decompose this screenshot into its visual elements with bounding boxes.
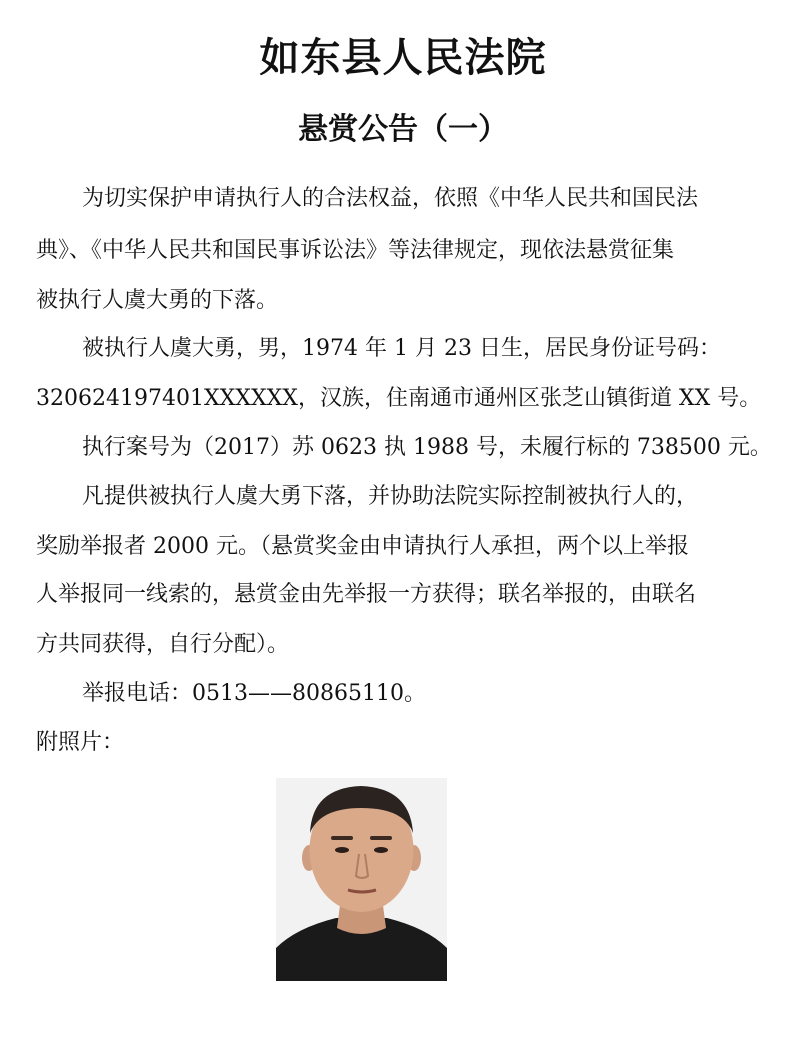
right-brow <box>370 836 392 840</box>
paragraph-4-line-2: 奖励举报者 2000 元。（悬赏奖金由申请执行人承担，两个以上举报 <box>36 534 689 559</box>
left-eye <box>335 847 349 853</box>
paragraph-2-line-2: 320624197401XXXXXX，汉族，住南通市通州区张芝山镇街道 XX 号。 <box>36 386 762 411</box>
notice-title: 悬赏公告（一） <box>298 112 508 147</box>
paragraph-4-line-4: 方共同获得，自行分配）。 <box>36 632 290 657</box>
left-brow <box>331 836 353 840</box>
subject-photo <box>276 778 447 981</box>
right-eye <box>374 847 388 853</box>
portrait-image <box>276 778 447 981</box>
paragraph-3-line-1: 执行案号为（2017）苏 0623 执 1988 号，未履行标的 738500 元。 <box>82 435 772 460</box>
paragraph-4-line-3: 人举报同一线索的，悬赏金由先举报一方获得；联名举报的，由联名 <box>36 582 697 607</box>
paragraph-4-line-1: 凡提供被执行人虞大勇下落，并协助法院实际控制被执行人的， <box>82 484 699 509</box>
attachment-label: 附照片： <box>36 730 125 755</box>
paragraph-2-line-1: 被执行人虞大勇，男，1974 年 1 月 23 日生，居民身份证号码： <box>82 336 721 361</box>
court-name: 如东县人民法院 <box>259 34 547 81</box>
report-phone: 举报电话：0513——80865110。 <box>82 681 426 706</box>
paragraph-1-line-2: 典》、《中华人民共和国民事诉讼法》等法律规定，现依法悬赏征集 <box>36 238 675 263</box>
paragraph-1-line-3: 被执行人虞大勇的下落。 <box>36 288 279 313</box>
paragraph-1-line-1: 为切实保护申请执行人的合法权益，依照《中华人民共和国民法 <box>82 186 699 211</box>
